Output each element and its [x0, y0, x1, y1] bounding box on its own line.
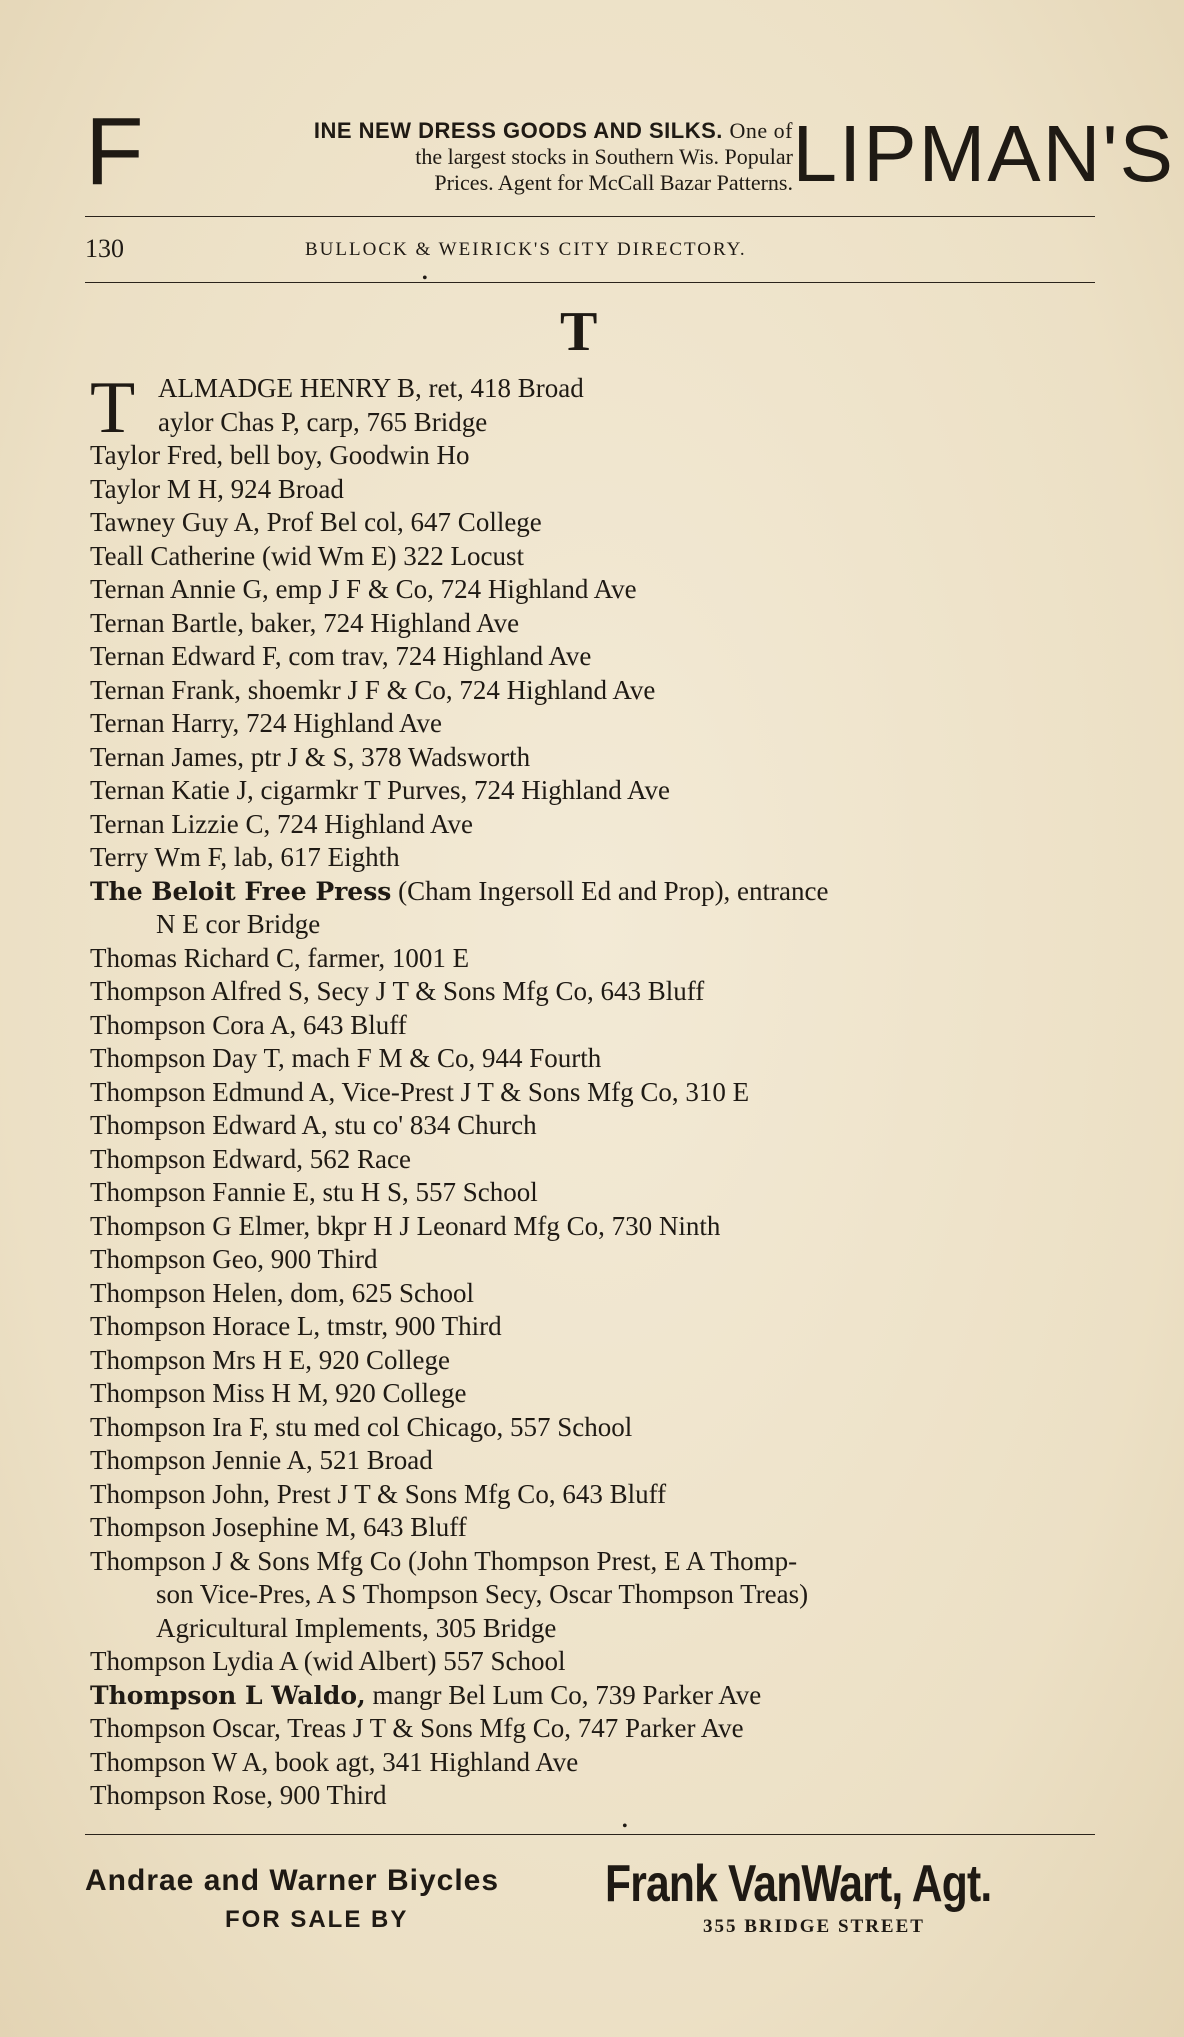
entry-text: Agricultural Implements, 305 Bridge: [156, 1612, 557, 1643]
entry-text: Thompson Edward, 562 Race: [90, 1143, 411, 1174]
list-item: [90, 975, 1100, 1009]
entry-text: Thompson Edward A, stu co' 834 Church: [90, 1110, 537, 1140]
list-item: [90, 1411, 1100, 1445]
entry-text: mangr Bel Lum Co, 739 Parker Ave: [365, 1679, 762, 1710]
list-item: [90, 540, 1100, 574]
top-advertisement: [85, 98, 1175, 208]
list-item: [90, 1042, 1100, 1076]
entry-text: Taylor M H, 924 Broad: [90, 473, 344, 504]
list-item: [90, 439, 1100, 473]
header-bullet: •: [422, 270, 428, 287]
entry-text: Thompson W A, book agt, 341 Highland Ave: [90, 1746, 579, 1777]
list-item: [90, 808, 1100, 842]
list-item-continuation: [90, 908, 1100, 942]
list-item: [90, 1779, 1100, 1813]
entry-text: Thompson Ira F, stu med col Chicago, 557 School: [90, 1411, 633, 1442]
list-item: [90, 1277, 1100, 1311]
bottom-divider: [85, 1834, 1095, 1835]
bottom-advertisement: [85, 1854, 1095, 1964]
list-item: [90, 473, 1100, 507]
entry-text: Thompson John, Prest J T & Sons Mfg Co, 643 Bluff: [90, 1478, 667, 1509]
entry-text: Ternan Bartle, baker, 724 Highland Ave: [90, 607, 520, 638]
page-header: [85, 234, 1095, 274]
entry-text: Ternan Edward F, com trav, 724 Highland Ave: [90, 641, 592, 671]
list-item-continuation: [90, 1612, 1100, 1646]
ad-line-2: the largest stocks in Southern Wis. Popular: [415, 144, 793, 169]
list-item: [90, 1109, 1100, 1143]
list-item: [90, 1712, 1100, 1746]
entry-text: Thompson J & Sons Mfg Co (John Thompson Prest, E A Thomp-: [90, 1545, 798, 1576]
list-item: [90, 1344, 1100, 1378]
list-item: [90, 707, 1100, 741]
entry-text: Teall Catherine (wid Wm E) 322 Locust: [90, 540, 524, 571]
list-item: aylor Chas P, carp, 765 Bridge: [158, 406, 488, 437]
first-entry: [90, 367, 1100, 449]
entry-bold-name: Thompson L Waldo,: [90, 1680, 366, 1710]
entry-text: Thompson Geo, 900 Third: [90, 1244, 378, 1274]
list-item: [90, 674, 1100, 708]
entry-text: Taylor Fred, bell boy, Goodwin Ho: [90, 440, 470, 470]
directory-entries: [90, 367, 1100, 1813]
entry-text: Thompson Fannie E, stu H S, 557 School: [90, 1177, 538, 1207]
list-item: [90, 1478, 1100, 1512]
entry-text: (Cham Ingersoll Ed and Prop), entrance: [391, 875, 829, 906]
list-item: [90, 1143, 1100, 1177]
list-item: [90, 640, 1100, 674]
ad-bicycles-text: Andrae and Warner Biycles: [85, 1864, 500, 1897]
list-item: [90, 875, 1100, 909]
entry-text: Thompson Josephine M, 643 Bluff: [90, 1512, 467, 1542]
list-item: [90, 506, 1100, 540]
list-item: [90, 841, 1100, 875]
list-item: [90, 741, 1100, 775]
entry-text: Thompson G Elmer, bkpr H J Leonard Mfg Co, 730 Ninth: [90, 1210, 721, 1241]
ad-body-text: [153, 118, 793, 196]
entry-text: Ternan Frank, shoemkr J F & Co, 724 Highland Ave: [90, 674, 656, 705]
entry-text: N E cor Bridge: [156, 909, 321, 939]
entry-text: Terry Wm F, lab, 617 Eighth: [90, 842, 400, 872]
list-item: [90, 1009, 1100, 1043]
entry-list: [90, 439, 1100, 1813]
ad-initial-letter: F: [85, 98, 144, 205]
list-item: [90, 1210, 1100, 1244]
list-item: [90, 1243, 1100, 1277]
footer-bullet: •: [622, 1818, 628, 1835]
entry-text: son Vice-Pres, A S Thompson Secy, Oscar Thompson Treas): [156, 1579, 809, 1609]
list-item: [90, 1545, 1100, 1579]
entry-text: Thompson Horace L, tmstr, 900 Third: [90, 1311, 502, 1341]
entry-text: Thompson Jennie A, 521 Broad: [90, 1445, 433, 1475]
ad-agent-name: Frank VanWart, Agt.: [605, 1855, 992, 1913]
ad-line-3: Prices. Agent for McCall Bazar Patterns.: [434, 170, 793, 195]
entry-text: Thomas Richard C, farmer, 1001 E: [90, 942, 470, 973]
entry-text: Thompson Rose, 900 Third: [90, 1780, 387, 1810]
entry-text: Thompson Lydia A (wid Albert) 557 School: [90, 1646, 566, 1676]
list-item: [90, 607, 1100, 641]
entry-text: Thompson Helen, dom, 625 School: [90, 1277, 474, 1308]
entry-text: Thompson Mrs H E, 920 College: [90, 1344, 450, 1375]
list-item: ALMADGE HENRY B, ret, 418 Broad: [158, 373, 584, 403]
entry-text: Tawney Guy A, Prof Bel col, 647 College: [90, 507, 542, 537]
list-item: [90, 1377, 1100, 1411]
list-item: [90, 1746, 1100, 1780]
entry-text: Thompson Oscar, Treas J T & Sons Mfg Co, 747 Parker Ave: [90, 1713, 744, 1743]
list-item: [90, 1511, 1100, 1545]
list-item: [90, 774, 1100, 808]
list-item: [90, 573, 1100, 607]
list-item: [90, 1645, 1100, 1679]
section-letter: T: [560, 301, 598, 363]
header-divider: [85, 282, 1095, 283]
list-item-continuation: [90, 1578, 1100, 1612]
list-item: [90, 1310, 1100, 1344]
list-item: [90, 1679, 1100, 1713]
entry-text: Thompson Alfred S, Secy J T & Sons Mfg Co, 643 Bluff: [90, 976, 705, 1006]
entry-text: Thompson Day T, mach F M & Co, 944 Fourth: [90, 1043, 602, 1073]
entry-text: Thompson Cora A, 643 Bluff: [90, 1009, 407, 1040]
ad-brand-name: LIPMAN'S: [792, 109, 1175, 198]
list-item: [90, 1444, 1100, 1478]
entry-text: Ternan Lizzie C, 724 Highland Ave: [90, 808, 473, 839]
drop-cap: T: [90, 367, 136, 449]
entry-text: Thompson Edmund A, Vice-Prest J T & Sons Mfg Co, 310 E: [90, 1076, 750, 1107]
list-item: [90, 1176, 1100, 1210]
page-number: 130: [85, 234, 124, 263]
list-item: [90, 942, 1100, 976]
ad-address: 355 BRIDGE STREET: [703, 1916, 925, 1937]
entry-text: Ternan Annie G, emp J F & Co, 724 Highland Ave: [90, 574, 637, 604]
ad-for-sale-text: FOR SALE BY: [225, 1906, 409, 1933]
entry-text: Ternan Katie J, cigarmkr T Purves, 724 Highland Ave: [90, 775, 670, 805]
entry-text: Ternan Harry, 724 Highland Ave: [90, 708, 443, 738]
top-divider: [85, 216, 1095, 217]
entry-bold-name: The Beloit Free Press: [90, 876, 392, 906]
ad-headline: INE NEW DRESS GOODS AND SILKS.: [313, 118, 723, 143]
entry-text: Ternan James, ptr J & S, 378 Wadsworth: [90, 741, 531, 772]
entry-text: Thompson Miss H M, 920 College: [90, 1378, 467, 1408]
running-title: BULLOCK & WEIRICK'S CITY DIRECTORY.: [305, 239, 747, 260]
list-item: [90, 1076, 1100, 1110]
ad-headline-tail: One of: [729, 118, 793, 143]
